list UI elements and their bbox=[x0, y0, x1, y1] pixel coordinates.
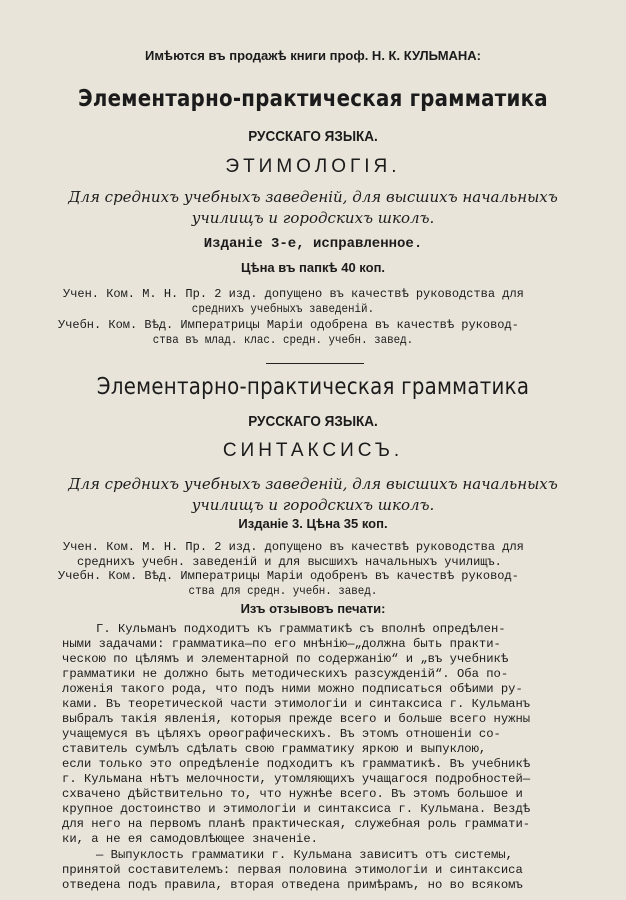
book2-title: Элементарно-практическая грамматика bbox=[96, 374, 530, 400]
book1-price: Цѣна въ папкѣ 40 коп. bbox=[240, 260, 386, 275]
book1-subtitle: РУССКАГО ЯЗЫКА. bbox=[248, 128, 378, 145]
book1-approval-3: Учебн. Ком. Вѣд. Императрицы Маріи одобрена въ качествѣ руковод- bbox=[58, 318, 519, 332]
book1-audience-1: Для среднихъ учебныхъ заведеній, для высшихъ начальныхъ bbox=[68, 188, 558, 206]
review-line: крупное достоинство и этимологіи и синтаксиса г. Кульмана. Вездѣ bbox=[62, 802, 531, 816]
book2-subtitle: РУССКАГО ЯЗЫКА. bbox=[248, 413, 378, 430]
book1-edition: Изданіе 3-е, исправленное. bbox=[203, 236, 423, 252]
book2-approval-1: Учен. Ком. М. Н. Пр. 2 изд. допущено въ качествѣ руководства для bbox=[63, 540, 524, 554]
book1-approval-2: среднихъ учебныхъ заведеній. bbox=[191, 302, 375, 316]
book1-part: ЭТИМОЛОГІЯ. bbox=[225, 156, 401, 177]
book2-approval-3: Учебн. Ком. Вѣд. Императрицы Маріи одобренъ въ качествѣ руковод- bbox=[58, 569, 519, 583]
book2-audience-2: училищъ и городскихъ школъ. bbox=[191, 496, 435, 514]
review-line: выбралъ такія явленія, которыя прежде всего и больше всего нужны bbox=[62, 712, 531, 726]
book1-approval-4: ства въ млад. клас. средн. учебн. завед. bbox=[152, 333, 414, 347]
reviews-heading: Изъ отзывовъ печати: bbox=[240, 601, 386, 616]
review-line: — Выпуклость грамматики г. Кульмана зависитъ отъ системы, bbox=[96, 848, 513, 862]
book1-audience-2: училищъ и городскихъ школъ. bbox=[191, 209, 435, 227]
review-line: если только это опредѣленіе подходитъ къ грамматикѣ. Въ учебникѣ bbox=[62, 757, 531, 771]
review-line: для него на первомъ планѣ практическая, служебная роль граммати- bbox=[62, 817, 531, 831]
book2-edition-price: Изданіе 3. Цѣна 35 коп. bbox=[238, 516, 388, 531]
book2-approval-4: ства для средн. учебн. завед. bbox=[188, 584, 378, 598]
review-line: учащемуся въ цѣляхъ орѳографическихъ. Въ этомъ отношеніи со- bbox=[62, 727, 501, 741]
review-line: принятой составителемъ: первая половина этимологіи и синтаксиса bbox=[62, 863, 523, 877]
review-line: ческою по цѣлямъ и элементарной по содержанію“ и „въ учебникѣ bbox=[62, 652, 509, 666]
book2-part: СИНТАКСИСЪ. bbox=[222, 440, 404, 461]
book1-approval-1: Учен. Ком. М. Н. Пр. 2 изд. допущено въ качествѣ руководства для bbox=[63, 287, 524, 301]
review-line: ками. Въ теоретической части этимологіи и синтаксиса г. Кульманъ bbox=[62, 697, 531, 711]
review-line: г. Кульмана нѣтъ мелочности, утомляющихъ учащагося подробностей— bbox=[62, 772, 531, 786]
review-line: ными задачами: грамматика—по его мнѣнію—„должна быть практи- bbox=[62, 637, 501, 651]
book2-approval-2: среднихъ учебн. заведеній и для высшихъ начальныхъ училищъ. bbox=[77, 555, 502, 569]
advert-line: Имѣются въ продажѣ книги проф. Н. К. КУЛЬМАНА: bbox=[144, 48, 482, 63]
review-line: Г. Кульманъ подходитъ къ грамматикѣ съ вполнѣ опредѣлен- bbox=[96, 622, 506, 636]
section-divider bbox=[266, 363, 364, 364]
review-line: ки, а не ея самодовлѣющее значеніе. bbox=[62, 832, 318, 846]
review-line: ложенія такого рода, что подъ ними можно подписаться обѣими ру- bbox=[62, 682, 523, 696]
review-line: отведена подъ правила, вторая отведена примѣрамъ, но во всякомъ bbox=[62, 878, 523, 892]
review-line: грамматики не должно быть методическихъ разсужденій“. Оба по- bbox=[62, 667, 509, 681]
book1-title: Элементарно-практическая грамматика bbox=[78, 86, 548, 112]
book2-audience-1: Для среднихъ учебныхъ заведеній, для высшихъ начальныхъ bbox=[68, 475, 558, 493]
review-line: схвачено дѣйствительно то, что нужнѣе всего. Въ этомъ большое и bbox=[62, 787, 523, 801]
review-line: ставитель сумѣлъ сдѣлать свою грамматику яркою и выпуклою, bbox=[62, 742, 487, 756]
